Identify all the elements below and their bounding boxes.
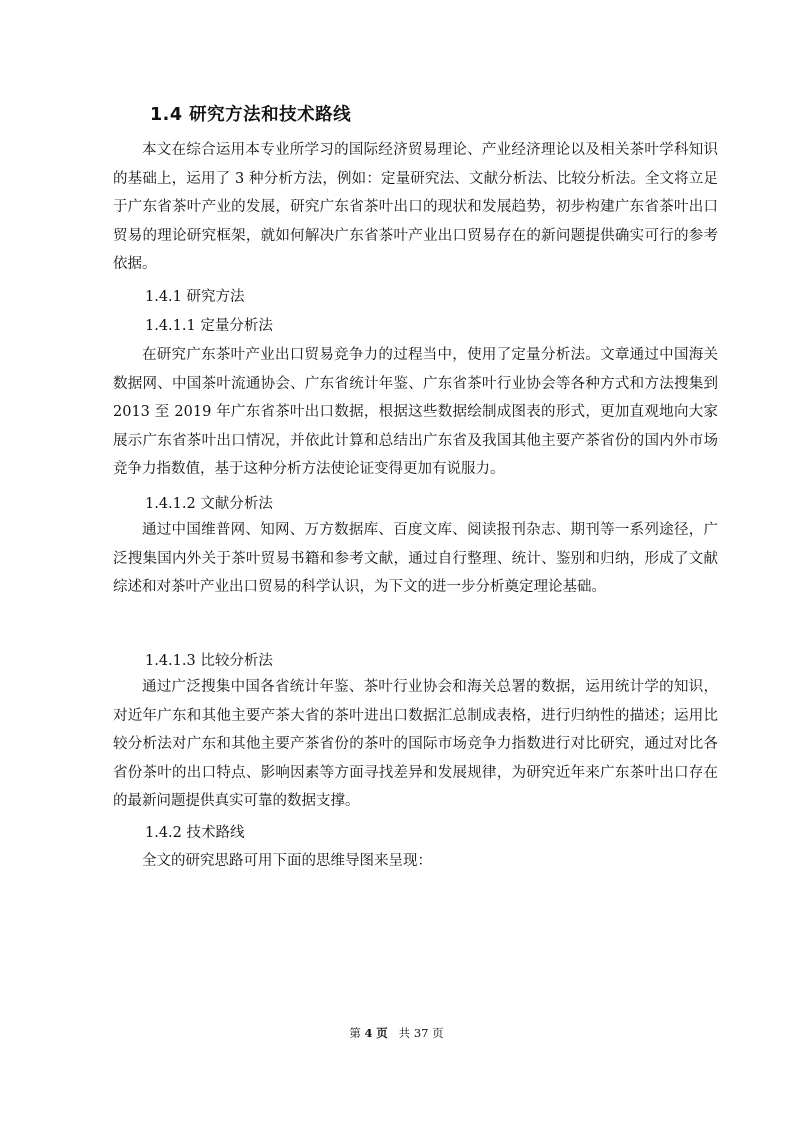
footer-prefix: 第 <box>349 1026 361 1040</box>
section-heading: 1.4 研究方法和技术路线 <box>150 105 352 125</box>
literature-paragraph: 通过中国维普网、知网、万方数据库、百度文库、阅读报刊杂志、期刊等一系列途径，广泛搜集国内外关于茶叶贸易书籍和参考文献，通过自行整理、统计、鉴别和归纳，形成了文献综述和对茶叶产业出口贸易的科学认识，为下文的进一步分析奠定理论基础。 <box>113 522 718 596</box>
intro-paragraph: 本文在综合运用本专业所学习的国际经济贸易理论、产业经济理论以及相关茶叶学科知识的基础上，运用了 3 种分析方法，例如：定量研究法、文献分析法、比较分析法。全文将立足于广东省茶叶产业的发展，研究广东省茶叶出口的现状和发展趋势，初步构建广东省茶叶出口贸易的理论研究框架，就如何解决广东省茶叶产业出口贸易存在的新问题提供确实可行的参考依据。 <box>113 142 718 273</box>
footer-page-unit: 页 <box>376 1026 388 1040</box>
page-footer <box>0 1025 793 1041</box>
roadmap-heading: 1.4.2 技术路线 <box>145 825 245 841</box>
footer-total-prefix: 共 <box>398 1026 411 1040</box>
comparative-heading: 1.4.1.3 比较分析法 <box>145 653 273 669</box>
quant-paragraph: 在研究广东茶叶产业出口贸易竞争力的过程当中，使用了定量分析法。文章通过中国海关数据网、中国茶叶流通协会、广东省统计年鉴、广东省茶叶行业协会等各种方式和方法搜集到 2013 至 2019 年广东省茶叶出口数据，根据这些数据绘制成图表的形式，更加直观地向大家展示广东省茶叶出口情况，并依此计算和总结出广东省及我国其他主要产茶省份的国内外市场竞争力指数值，基于这种分析方法使论证变得更加有说服力。 <box>113 347 718 478</box>
roadmap-paragraph: 全文的研究思路可用下面的思维导图来呈现： <box>142 853 432 869</box>
literature-heading: 1.4.1.2 文献分析法 <box>145 496 273 512</box>
footer-total-unit: 页 <box>432 1026 444 1040</box>
methods-heading: 1.4.1 研究方法 <box>145 289 245 305</box>
footer-page-number: 4 <box>364 1026 373 1040</box>
quant-heading: 1.4.1.1 定量分析法 <box>145 318 273 334</box>
comparative-paragraph: 通过广泛搜集中国各省统计年鉴、茶叶行业协会和海关总署的数据，运用统计学的知识，对近年广东和其他主要产茶大省的茶叶进出口数据汇总制成表格，进行归纳性的描述；运用比较分析法对广东和其他主要产茶省份的茶叶的国际市场竞争力指数进行对比研究，通过对比各省份茶叶的出口特点、影响因素等方面寻找差异和发展规律，为研究近年来广东茶叶出口存在的最新问题提供真实可靠的数据支撑。 <box>113 679 718 810</box>
footer-total-pages: 37 <box>413 1026 429 1040</box>
